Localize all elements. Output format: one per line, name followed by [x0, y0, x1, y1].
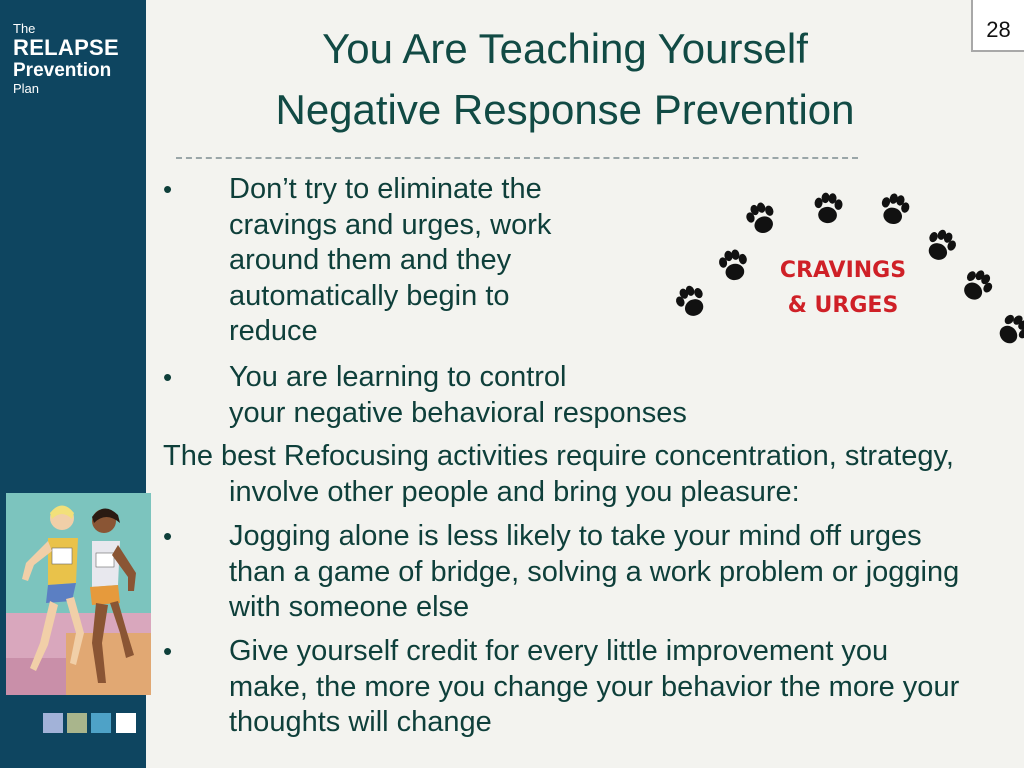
brand-plan: Plan — [13, 81, 40, 96]
bullet-line: automatically begin to — [229, 279, 510, 312]
bullet-line: You are learning to control — [229, 361, 567, 393]
color-square-3 — [91, 713, 111, 733]
bullet-line: Jogging alone is less likely to take your mind off urges — [229, 520, 922, 552]
slide-title — [150, 18, 980, 140]
paw-print-icon — [672, 282, 710, 321]
title-line-2: Negative Response Prevention — [275, 86, 855, 133]
bullet-line: Give yourself credit for every little improvement you — [229, 635, 889, 667]
title-line-1: You Are Teaching Yourself — [322, 25, 808, 72]
bullet-line: Don’t try to eliminate the — [229, 173, 542, 205]
color-square-2 — [67, 713, 87, 733]
bullet-text — [229, 519, 959, 626]
bullet-line: cravings and urges, work — [229, 208, 552, 241]
bullet-dot: • — [163, 174, 173, 204]
paw-print-icon — [717, 248, 750, 283]
bullet-line: make, the more you change your behavior the more your — [229, 670, 960, 703]
color-square-4 — [116, 713, 136, 733]
brand-relapse: RELAPSE — [13, 35, 120, 60]
bullet-line: than a game of bridge, solving a work problem or jogging — [229, 555, 960, 588]
bullet-line: your negative behavioral responses — [229, 396, 687, 429]
bullet-line: around them and they — [229, 244, 512, 276]
paragraph-line-1: The best Refocusing activities require concentration, strategy, — [163, 440, 954, 472]
runners-illustration — [6, 493, 151, 695]
paw-print-icon — [877, 191, 912, 227]
brand-the: The — [13, 21, 36, 36]
paw-print-icon — [957, 265, 997, 306]
bullet-line: reduce — [229, 315, 318, 347]
bullet-text — [229, 360, 687, 431]
bullet-dot: • — [163, 636, 173, 666]
cravings-urges-graphic — [670, 185, 1024, 355]
color-square-1 — [43, 713, 63, 733]
paragraph-line-2: involve other people and bring you pleasure: — [229, 476, 800, 508]
bullet-text — [229, 634, 959, 741]
bullet-line: with someone else — [229, 591, 470, 623]
paw-print-icon — [813, 192, 844, 225]
paw-print-icon — [922, 226, 960, 265]
bullet-dot: • — [163, 362, 173, 392]
paw-print-icon — [993, 309, 1024, 350]
paw-print-icon — [743, 199, 780, 237]
brand-prevention: Prevention — [13, 60, 112, 81]
graphic-label-2: & URGES — [787, 293, 899, 318]
bullet-dot: • — [163, 521, 173, 551]
bullet-line: thoughts will change — [229, 706, 492, 738]
page-number: 28 — [971, 0, 1024, 52]
bullet-text — [229, 172, 551, 350]
graphic-label-1: CRAVINGS — [779, 258, 907, 283]
divider — [176, 157, 858, 159]
